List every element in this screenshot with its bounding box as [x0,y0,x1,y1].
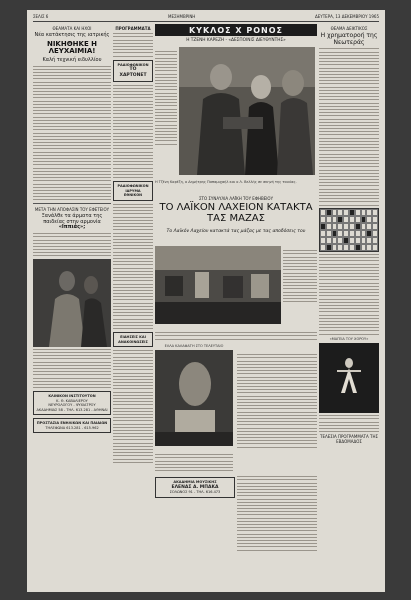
programs-box-2 [113,181,153,201]
right-column [319,24,379,446]
programs-box-3-label: ΡΑΔΙΟΦΩΝΙΚΟΝ ΙΔΡΥΜΑ ΕΘΝΙΚΟΝ [117,184,149,198]
right-kicker: ΘΕΑΜΑ ΔΕΙΚΤΙΚΟΣ [330,26,368,31]
programs-list-1 [113,33,153,56]
lottery-article-text [155,330,317,342]
left-photo [33,259,111,347]
programs-box-1 [113,60,153,82]
dance-photo [319,343,379,413]
music-ad-line: ΣΟΛΩΝΟΣ 91 - ΤΗΛ. 616.473 [169,490,221,495]
lottery-photo [155,246,281,324]
feature-byline: Η ΤΖΕΝΗ ΚΑΡΕΖΗ - «ΔΕΣΠΟΙΝΙΣ ΔΙΕΥΘΥΝΤΗΣ» [186,38,286,43]
programs-column [113,24,153,465]
left-kicker-2: ΜΕΤΑ ΤΗΝ ΑΠΟΦΑΣΙΝ ΤΟΥ ΕΦΕΤΕΙΟΥ [34,207,110,213]
music-ad-title: ΑΚΑΔΗΜΙΑ ΜΟΥΣΙΚΗΣ [173,480,217,484]
left-article-text-2 [33,233,111,256]
left-ad-line2: ΑΚΑΔΗΜΙΑΣ 58 - ΤΗΛ. 613.281 - ΑΘΗΝΑΙ [36,407,108,412]
programs-list-2 [113,85,153,178]
feature-caption: Η Τζένη Καρέζη, ο Δημήτρης Παπαμιχαήλ και ο Λ. Βελλής σε σκηνή της ταινίας. [155,180,297,184]
right-article-text [319,48,379,205]
programs-list-3 [113,204,153,329]
left-ad2-line: ΤΗΛΕΦΩΝΑ 613.281 - 615.962 [45,425,99,430]
right-article-text-3 [319,415,379,432]
theatre-article-text [155,452,233,473]
lottery-photo-image [155,246,281,324]
left-article-text [33,66,111,201]
left-headline-2: Ξανάλθε τα άρματα της παιδείας στην αρμονία [41,213,103,225]
left-kicker: ΘΕΑΜΑΤΑ ΚΑΙ ΗΧΟΙ [52,26,92,31]
left-ad-title: ΚΛΙΝΙΚΟΝ ΙΝΣΤΙΤΟΥΤΟΝ [48,394,96,399]
left-headline: ΝΙΚΗΘΗΚΕ Η ΛΕΥΧΑΙΜΙΑ! [46,39,98,56]
header-date: ΔΕΥΤΕΡΑ, 13 ΔΕΚΕΜΒΡΙΟΥ 1965 [315,14,379,19]
left-photo-image [33,259,111,347]
left-caption-lines [33,349,111,388]
center-column [155,24,317,584]
left-headline-2b: «Ιππιάς»; [58,224,86,231]
right-headline: Η χρηματοροή της Νεωτεράς [320,32,378,46]
feature-photo-image [179,47,315,175]
music-academy-ad [155,477,235,498]
right-foot: ΤΕΛΕΣΙΑ ΠΡΟΓΡΑΜΜΑΤΑ ΤΗΣ ΕΒΔΟΜΑΔΟΣ [320,434,378,445]
center-right-text [237,352,317,450]
theatre-photo [155,350,233,446]
page-header [33,12,379,22]
left-column [33,24,111,436]
programs-box-3 [113,332,153,347]
programs-box-2-label: ΤΟ ΧΑΡΤΟΝΕΤ [119,67,147,78]
header-paper-name: ΜΕΣΗΜΒΡΙΝΗ [168,14,196,19]
left-ad-2 [33,418,111,433]
left-ad2-title: ΠΡΟΣΤΑΣΙΑ ΕΝΗΛΙΚΩΝ ΚΑΙ ΠΑΙΔΙΩΝ [36,421,108,426]
music-ad-name: ΕΛΕΝΑΣ Α. ΜΠΑΚΑ [171,484,219,490]
left-ad-line1: ΝΕΥΡΟΛΟΓΟΥ - ΨΥΧΙΑΤΡΟΥ [48,403,96,408]
lottery-headline: ΤΟ ΛΑΪΚΟΝ ΛΑΧΕΙΟΝ ΚΑΤΑΚΤΑ ΤΑΣ ΜΑΖΑΣ [159,202,313,224]
center-bottom-text [237,474,317,553]
crossword-grid [319,208,379,252]
dance-photo-image [319,343,379,413]
right-article-text-2 [319,254,379,335]
feature-side-text [155,49,177,147]
left-ad-clinic [33,391,111,415]
section-masthead: ΚΥΚΛΟΣ Χ ΡΟΝΟΣ [155,24,317,36]
theatre-caption: ΕΛΛΑ ΚΑΛΑΦΑΤΗ ΣΤΟ ΤΕΛΕΥΤΑΙΟ [164,344,224,348]
programs-box-4-label: ΕΙΔΗΣΕΙΣ ΚΑΙ ΑΝΑΚΟΙΝΩΣΕΙΣ [118,335,148,344]
theatre-photo-image [155,350,233,446]
lottery-subhead: Το Λαϊκόν Λαχείον κατακτά τας μάζας με τας αποδόσεις του [166,229,306,234]
feature-photo [179,47,315,175]
left-ad-name: Κ. Θ. ΚΑΒΑΛΙΕΡΟΥ [56,398,88,403]
dance-photo-caption: «ΜΑΓΕΙΑ ΤΟΥ ΧΟΡΟΥ» [329,336,369,341]
header-page-number: ΣΕΛΙΣ 6 [33,14,49,19]
lottery-kicker: ΣΤΟ ΣΥΝΑΥΛΙΑ ΛΑΪΚΗ ΤΟΥ ΕΦΗΒΕΙΟΥ [198,196,274,201]
programs-box-1-label: ΡΑΔΙΟΦΩΝΙΚΟΝ [117,62,149,67]
lottery-side-text [283,248,317,304]
newspaper-page [27,10,385,592]
left-subhead: Νέα κατάκτησις της ιατρικής [34,32,110,38]
left-deck: Καλή τεχνική ειδυλλίου [42,56,102,63]
programs-list-4 [113,350,153,463]
programs-title: ΠΡΟΓΡΑΜΜΑΤΑ [115,26,151,31]
